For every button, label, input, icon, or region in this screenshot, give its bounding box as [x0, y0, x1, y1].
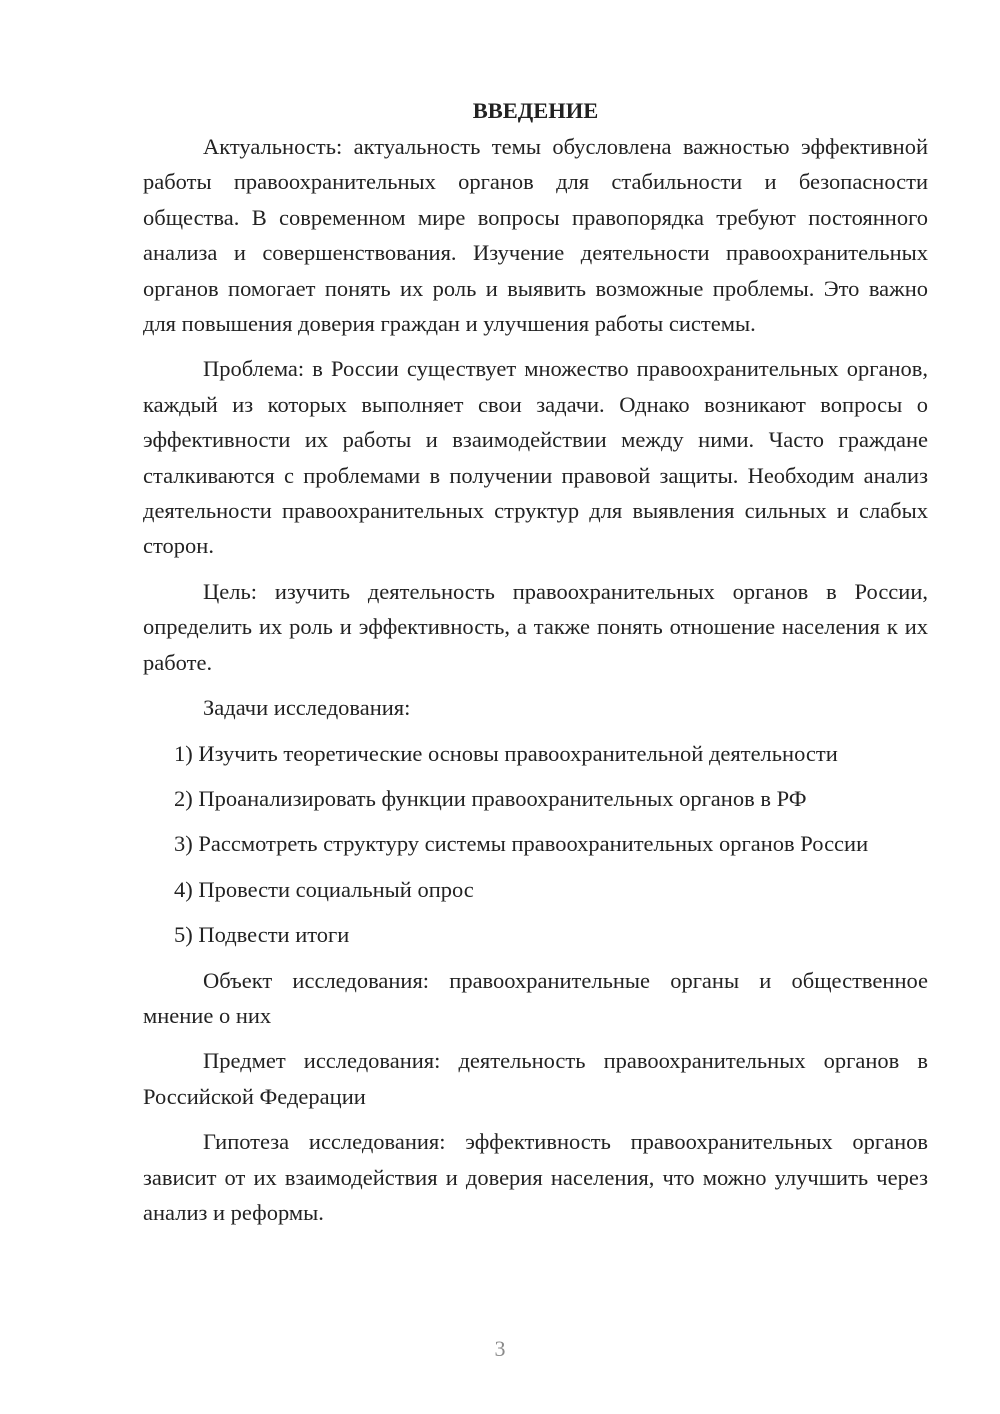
task-item: 1) Изучить теоретические основы правоохранительной деятельности [174, 740, 838, 766]
task-item: 4) Провести социальный опрос [174, 876, 474, 902]
paragraph-hypothesis: Гипотеза исследования: эффективность правоохранительных органов зависит от их взаимодействия и доверия населения, что можно улучшить через анализ и реформы. [143, 1129, 928, 1225]
task-item: 3) Рассмотреть структуру системы правоохранительных органов России [174, 831, 869, 857]
page-body [143, 95, 928, 1240]
paragraph-goal: Цель: изучить деятельность правоохранительных органов в России, определить их роль и эффективность, а также понять отношение населения к их работе. [143, 578, 928, 675]
page-number: 3 [494, 1336, 506, 1361]
paragraph-relevance: Актуальность: актуальность темы обусловлена важностью эффективной работы правоохранительных органов для стабильности и безопасности общества. В современном мире вопросы правопорядка требуют постоянного анализа и совершенствования. Изучение деятельности правоохранительных органов помогает понять их роль и выявить возможные проблемы. Это важно для повышения доверия граждан и улучшения работы системы. [143, 134, 928, 337]
paragraph-object: Объект исследования: правоохранительные органы и общественное мнение о них [143, 967, 928, 1028]
section-title: ВВЕДЕНИЕ [472, 98, 599, 123]
paragraph-subject: Предмет исследования: деятельность правоохранительных органов в Российской Федерации [143, 1048, 928, 1109]
tasks-heading: Задачи исследования: [203, 695, 411, 721]
paragraph-problem: Проблема: в России существует множество правоохранительных органов, каждый из которых выполняет свои задачи. Однако возникают вопросы о эффективности их работы и взаимодействии между ними. Часто граждане сталкиваются с проблемами в получении правовой защиты. Необходим анализ деятельности правоохранительных структур для выявления сильных и слабых сторон. [143, 356, 928, 559]
task-item: 5) Подвести итоги [174, 922, 350, 948]
task-item: 2) Проанализировать функции правоохранительных органов в РФ [174, 785, 807, 811]
